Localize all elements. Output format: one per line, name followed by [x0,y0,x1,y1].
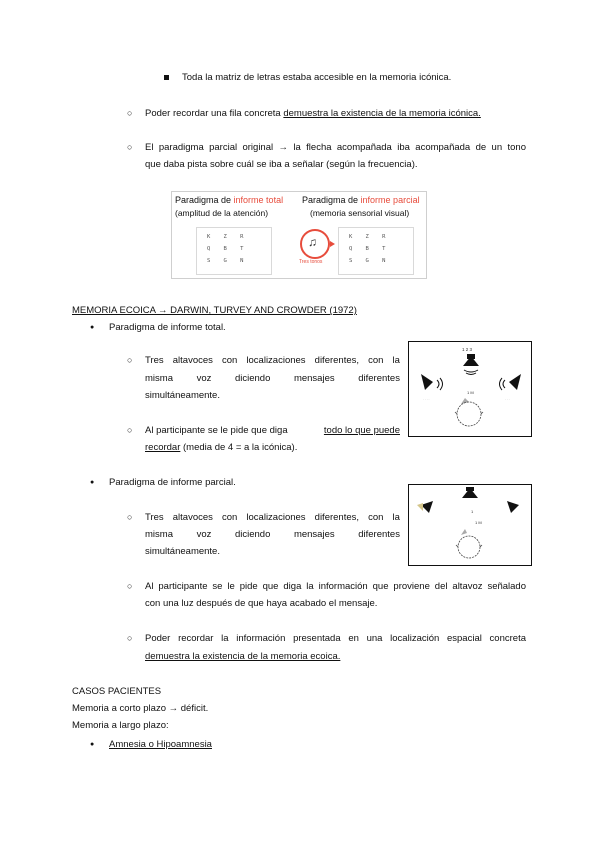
three-speakers-diagram-total [408,341,532,437]
svg-text:1: 1 [471,509,474,514]
svg-text:1 M: 1 M [467,390,474,395]
partial-sub1-line-3: simultáneamente. [145,546,220,557]
filled-bullet-icon: ● [90,741,95,748]
partial-sub2-line-1: Al participante se le pide que diga la información que proviene del altavoz señalado [145,581,526,592]
partial-letter-matrix [338,227,414,275]
svg-text:1 2 3: 1 2 3 [462,347,473,352]
recall-link-cont[interactable]: recordar [145,442,181,453]
partial-report-subtitle: (memoria sensorial visual) [310,208,410,218]
long-term-memory: Memoria a largo plazo: [72,720,169,731]
total-sub2-line-1: Al participante se le pide que diga todo lo que puede [145,422,400,439]
partial-report-label: Paradigma de informe parcial. [109,477,236,488]
tone-label: Tres tonos [299,259,323,265]
letter-row: S G N [207,258,244,264]
filled-bullet-icon: ● [90,479,95,486]
iconic-item-1 [145,105,481,122]
letter-row: K Z R [349,234,386,240]
filled-bullet-icon: ● [90,324,95,331]
total-sub1-line-1: Tres altavoces con localizaciones diferentes, con la [145,355,400,366]
partial-sub3-line-1: Poder recordar la información presentada en una localización espacial concreta [145,633,526,644]
speakers-illustration [409,485,531,565]
svg-text:· · · ·: · · · · [423,397,430,401]
iconic-item-2-line-2: que daba pista sobre cuál se iba a señalar (según la frecuencia). [145,159,418,170]
total-report-subtitle: (amplitud de la atención) [175,208,269,218]
partial-sub1-line-1: Tres altavoces con localizaciones diferentes, con la [145,512,400,523]
total-sub1-line-2: misma voz diciendo mensajes diferentes [145,373,400,384]
amnesia-link[interactable]: Amnesia o Hipoamnesia [109,739,212,750]
hollow-bullet-icon: ○ [127,355,133,365]
iconic-existence-link[interactable]: demuestra la existencia de la memoria icónica. [283,108,481,119]
cases-heading: CASOS PACIENTES [72,686,162,697]
echoic-heading: MEMORIA ECOICA → DARWIN, TURVEY AND CROWDER (1972) [72,305,357,316]
letter-row: S G N [349,258,386,264]
square-bullet-icon [164,75,169,80]
total-report-label: Paradigma de informe total. [109,322,226,333]
tone-arrow-icon [330,241,335,247]
partial-sub1-line-2: misma voz diciendo mensajes diferentes [145,529,400,540]
iconic-item-1-text: Poder recordar una fila concreta [145,108,284,119]
partial-report-title: Paradigma de informe parcial [302,195,420,205]
square-item-text: Toda la matriz de letras estaba accesible en la memoria icónica. [182,72,452,83]
iconic-item-2-line-1: El paradigma parcial original → la flecha acompañada iba acompañada de un tono [145,142,526,153]
hollow-bullet-icon: ○ [127,425,133,435]
letter-row: Q B T [207,246,244,252]
hollow-bullet-icon: ○ [127,633,133,643]
hollow-bullet-icon: ○ [127,108,133,118]
echoic-existence-link[interactable]: demuestra la existencia de la memoria ecoica. [145,651,341,662]
letter-row: K Z R [207,234,244,240]
short-term-memory: Memoria a corto plazo → déficit. [72,703,209,714]
total-sub2-line-2: recordar (media de 4 = a la icónica). [145,442,298,453]
total-report-title: Paradigma de informe total [175,195,284,205]
recall-all-link[interactable]: todo lo que puede [323,425,400,436]
sperling-paradigm-figure [171,191,427,279]
hollow-bullet-icon: ○ [127,581,133,591]
total-letter-matrix [196,227,272,275]
letter-row: Q B T [349,246,386,252]
svg-text:· · ·: · · · [505,397,510,401]
total-sub1-line-3: simultáneamente. [145,390,220,401]
speakers-illustration [409,342,531,436]
music-note-icon: ♫ [308,235,317,249]
partial-sub2-line-2: con una luz después de que haya acabado el mensaje. [145,598,378,609]
tone-circle-icon [300,229,330,259]
hollow-bullet-icon: ○ [127,142,133,152]
svg-text:1 M: 1 M [475,520,482,525]
three-speakers-diagram-partial [408,484,532,566]
hollow-bullet-icon: ○ [127,512,133,522]
